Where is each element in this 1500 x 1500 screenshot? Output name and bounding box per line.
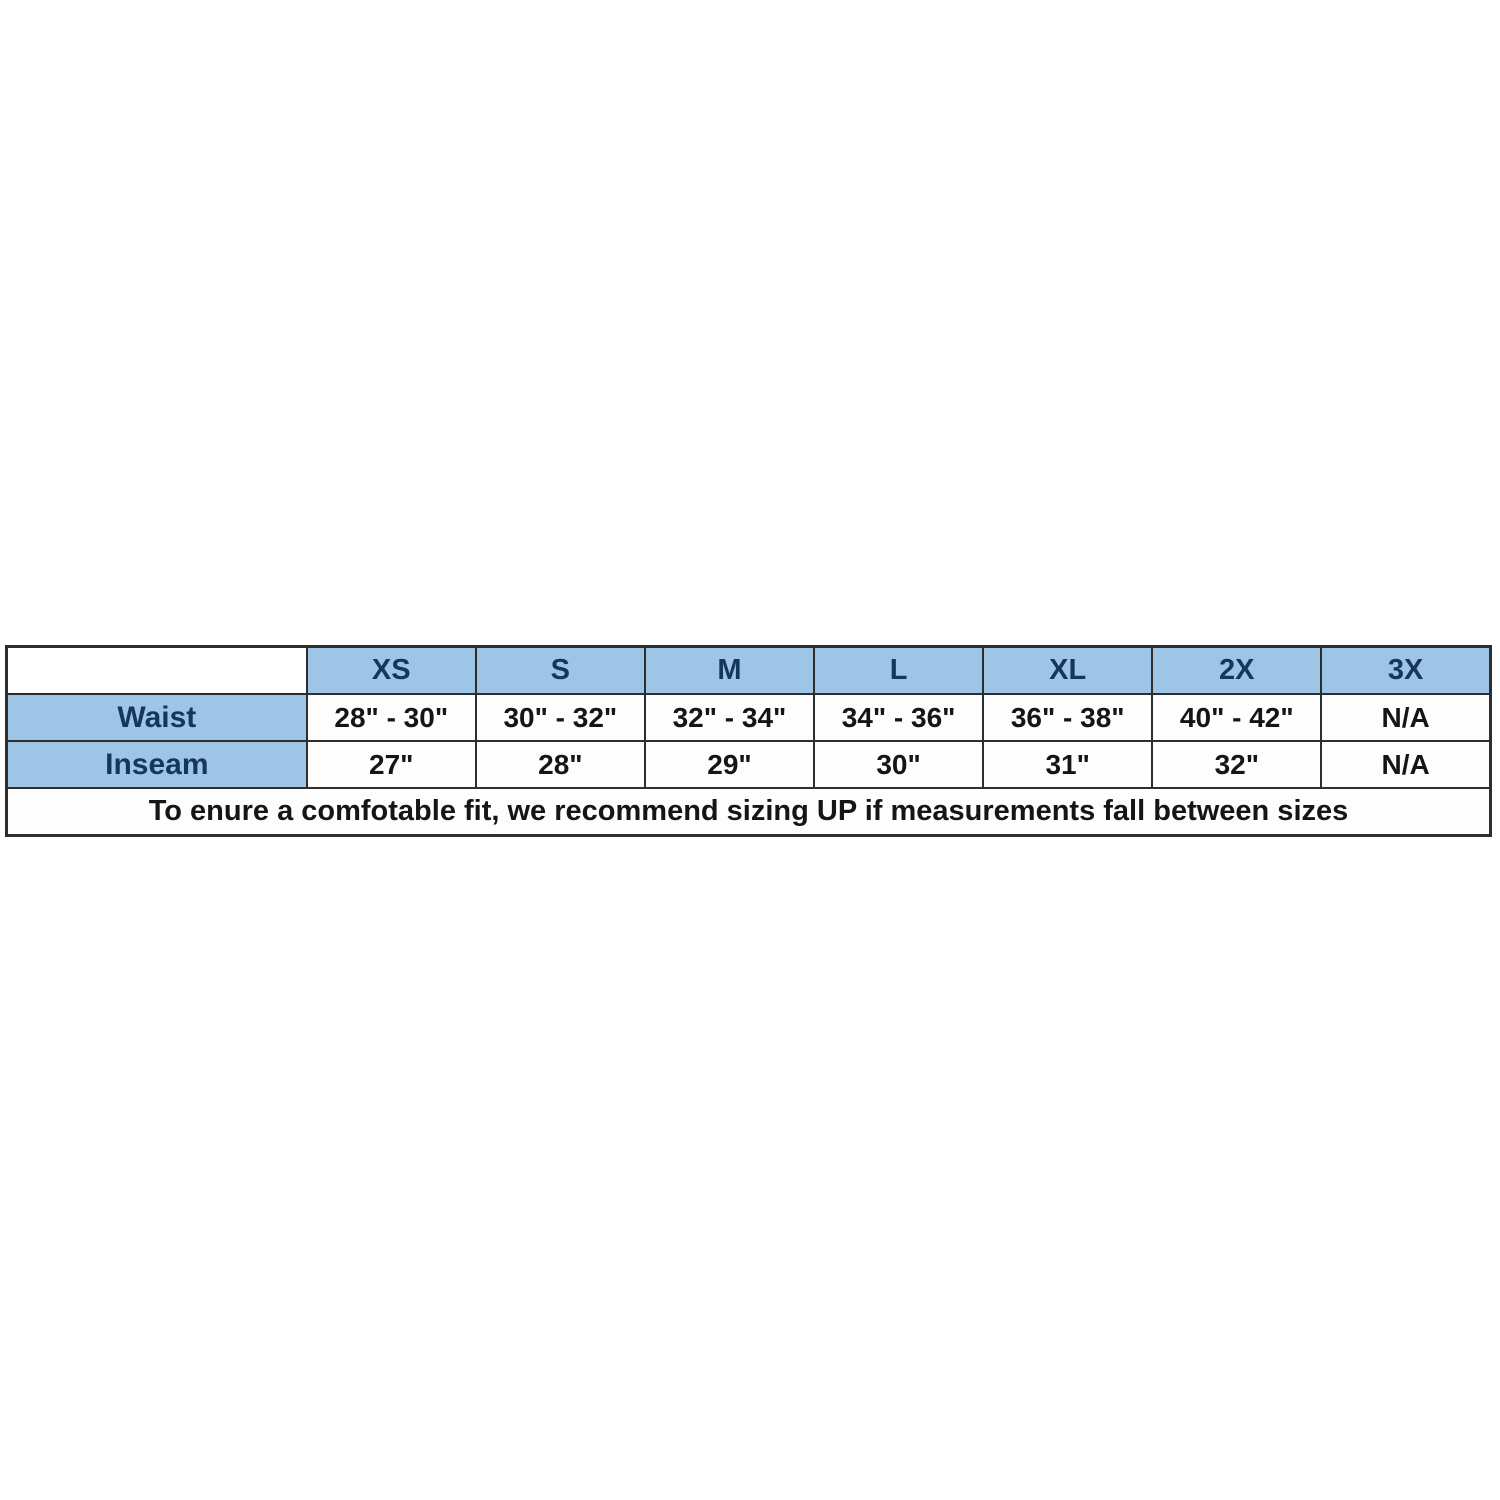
waist-value-l: 34" - 36" [814, 694, 983, 741]
corner-cell [7, 647, 307, 695]
inseam-value-2x: 32" [1152, 741, 1321, 788]
footnote-row [7, 788, 1491, 836]
sizing-footnote: To enure a comfotable fit, we recommend sizing UP if measurements fall between sizes [7, 788, 1491, 836]
inseam-value-xs: 27" [307, 741, 476, 788]
row-label-inseam: Inseam [7, 741, 307, 788]
waist-value-3x: N/A [1321, 694, 1490, 741]
column-header-3x: 3X [1321, 647, 1490, 695]
waist-value-2x: 40" - 42" [1152, 694, 1321, 741]
inseam-value-3x: N/A [1321, 741, 1490, 788]
column-header-m: M [645, 647, 814, 695]
waist-value-xl: 36" - 38" [983, 694, 1152, 741]
size-chart-container [5, 645, 1492, 837]
waist-value-xs: 28" - 30" [307, 694, 476, 741]
inseam-value-s: 28" [476, 741, 645, 788]
row-label-waist: Waist [7, 694, 307, 741]
inseam-value-xl: 31" [983, 741, 1152, 788]
table-row-waist [7, 694, 1491, 741]
waist-value-s: 30" - 32" [476, 694, 645, 741]
header-row [7, 647, 1491, 695]
waist-value-m: 32" - 34" [645, 694, 814, 741]
table-row-inseam [7, 741, 1491, 788]
inseam-value-l: 30" [814, 741, 983, 788]
column-header-s: S [476, 647, 645, 695]
inseam-value-m: 29" [645, 741, 814, 788]
column-header-xs: XS [307, 647, 476, 695]
size-chart-table [5, 645, 1492, 837]
column-header-l: L [814, 647, 983, 695]
column-header-2x: 2X [1152, 647, 1321, 695]
column-header-xl: XL [983, 647, 1152, 695]
